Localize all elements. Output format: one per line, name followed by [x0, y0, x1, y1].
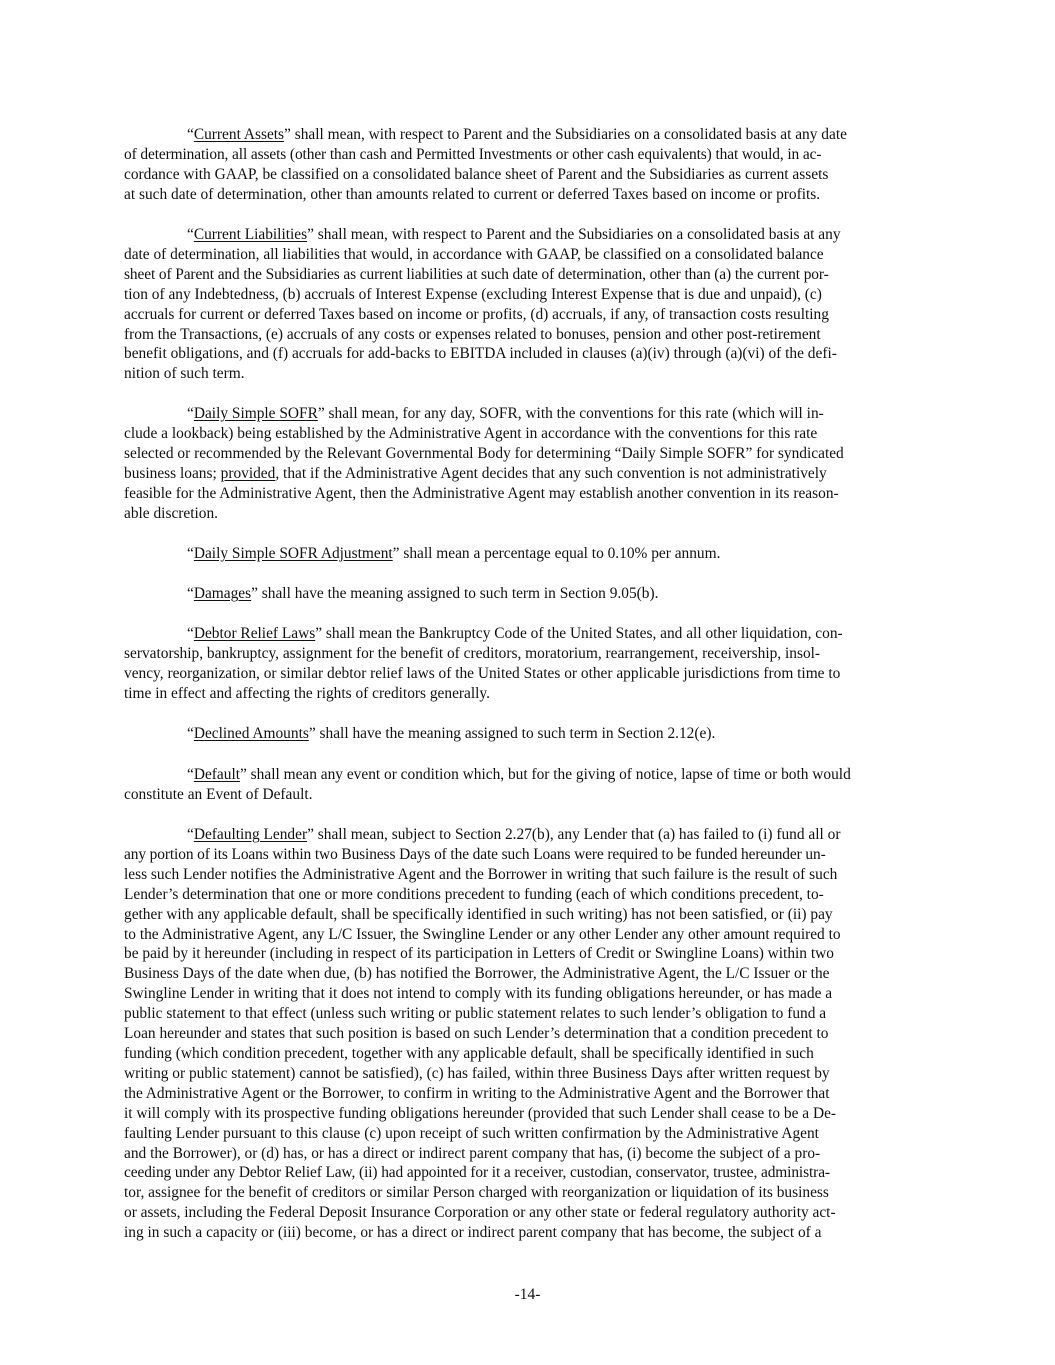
definition-declined-amounts: [124, 724, 936, 744]
definition-daily-simple-sofr-adjustment: [124, 544, 936, 564]
definition-first-line: [124, 584, 936, 604]
definition-line: constitute an Event of Default.: [124, 785, 313, 803]
definition-line: benefit obligations, and (f) accruals for add-backs to EBITDA included in clauses (a)(iv) through (a)(vi) of the defi-: [124, 345, 837, 363]
definition-line: sheet of Parent and the Subsidiaries as current liabilities at such date of determination, other than (a) the current por-: [124, 265, 829, 283]
definition-line: time in effect and affecting the rights of creditors generally.: [124, 684, 490, 702]
definition-line: the Administrative Agent or the Borrower, to confirm in writing to the Administrative Agent and the Borrower that: [124, 1084, 830, 1102]
definition-first-line: [124, 125, 936, 145]
definition-text: business loans;: [124, 464, 221, 482]
definition-first-line: [124, 225, 936, 245]
definition-line: and the Borrower), or (d) has, or has a direct or indirect parent company that has, (i) become the subject of a pro-: [124, 1144, 821, 1162]
definition-line: funding (which condition precedent, together with any applicable default, shall be specifically identified in such: [124, 1044, 814, 1062]
definition-first-line: [124, 624, 936, 644]
definition-text: ” shall have the meaning assigned to such term in Section 2.12(e).: [308, 725, 716, 742]
definition-damages: [124, 584, 936, 604]
definition-line: at such date of determination, other than amounts related to current or deferred Taxes based on income or profits.: [124, 185, 821, 203]
definition-debtor-relief-laws: [124, 624, 936, 704]
page-number: -14-: [514, 1286, 541, 1303]
definition-line: servatorship, bankruptcy, assignment for the benefit of creditors, moratorium, rearrangement, receivership, insol-: [124, 644, 821, 662]
definition-text: ” shall mean, with respect to Parent and the Subsidiaries on a consolidated basis at any: [307, 226, 841, 243]
open-quote: “: [187, 126, 194, 143]
definition-line: Swingline Lender in writing that it does not intend to comply with its funding obligations hereunder, or has made a: [124, 985, 833, 1003]
definition-text: ” shall mean a percentage equal to 0.10% per annum.: [392, 545, 721, 562]
open-quote: “: [187, 766, 194, 783]
defined-term: Current Liabilities: [193, 226, 308, 243]
defined-term: Defaulting Lender: [193, 826, 308, 843]
open-quote: “: [187, 625, 194, 642]
definition-current-assets: [124, 125, 936, 205]
definition-current-liabilities: [124, 225, 936, 384]
definition-text: ” shall mean any event or condition which, but for the giving of notice, lapse of time or both would: [240, 766, 851, 783]
definition-line: able discretion.: [124, 504, 219, 522]
definition-line: of determination, all assets (other than cash and Permitted Investments or other cash equivalents) that would, in ac-: [124, 145, 822, 163]
defined-term: Daily Simple SOFR: [193, 405, 318, 422]
definition-line: nition of such term.: [124, 365, 245, 383]
definition-line: writing or public statement) cannot be satisfied), (c) has failed, within three Business Days after written request by: [124, 1064, 830, 1082]
definition-line: Lender’s determination that one or more conditions precedent to funding (each of which conditions precedent, to-: [124, 885, 824, 903]
definition-first-line: [124, 765, 936, 785]
definition-line: accruals for current or deferred Taxes based on income or profits, (d) accruals, if any, of transaction costs resulting: [124, 305, 829, 323]
definition-line: tion of any Indebtedness, (b) accruals of Interest Expense (excluding Interest Expense that is due and unpaid), (c): [124, 285, 822, 303]
definition-line: less such Lender notifies the Administrative Agent and the Borrower in writing that such failure is the result of such: [124, 865, 838, 883]
definition-text: ” shall mean the Bankruptcy Code of the United States, and all other liquidation, con-: [315, 625, 843, 642]
definition-line: gether with any applicable default, shall be specifically identified in such writing) has not been satisfied, or (ii) pay: [124, 905, 833, 923]
definition-line: Business Days of the date when due, (b) has notified the Borrower, the Administrative Agent, the L/C Issuer or the: [124, 965, 830, 983]
definition-line: ceeding under any Debtor Relief Law, (ii) had appointed for it a receiver, custodian, conservator, trustee, administra-: [124, 1164, 830, 1182]
defined-term: Default: [193, 766, 240, 783]
open-quote: “: [187, 226, 194, 243]
defined-term: Debtor Relief Laws: [193, 625, 316, 642]
definition-line: [124, 464, 936, 484]
open-quote: “: [187, 405, 194, 422]
definition-line: selected or recommended by the Relevant Governmental Body for determining “Daily Simple SOFR” for syndicated: [124, 444, 844, 462]
definition-line: vency, reorganization, or similar debtor relief laws of the United States or other applicable jurisdictions from time to: [124, 664, 841, 682]
definition-line: from the Transactions, (e) accruals of any costs or expenses related to bonuses, pension and other post-retirement: [124, 325, 821, 343]
definition-line: Loan hereunder and states that such position is based on such Lender’s determination that a condition precedent to: [124, 1025, 829, 1043]
definition-first-line: [124, 544, 936, 564]
definition-line: feasible for the Administrative Agent, then the Administrative Agent may establish another convention in its reason-: [124, 484, 839, 502]
definition-text: , that if the Administrative Agent decides that any such convention is not administratively: [275, 464, 827, 482]
open-quote: “: [187, 585, 194, 602]
definition-daily-simple-sofr: [124, 404, 936, 523]
definition-first-line: [124, 825, 936, 845]
definition-line: ing in such a capacity or (iii) become, or has a direct or indirect parent company that has become, the subject of a: [124, 1224, 822, 1242]
defined-term: Current Assets: [193, 126, 285, 143]
definition-line: tor, assignee for the benefit of creditors or similar Person charged with reorganization or liquidation of its business: [124, 1184, 829, 1202]
open-quote: “: [187, 545, 194, 562]
defined-term: Declined Amounts: [193, 725, 309, 742]
definition-line: or assets, including the Federal Deposit Insurance Corporation or any other state or federal regulatory authority act-: [124, 1204, 836, 1222]
definition-line: cordance with GAAP, be classified on a consolidated balance sheet of Parent and the Subsidiaries as current assets: [124, 165, 829, 183]
definition-line: date of determination, all liabilities that would, in accordance with GAAP, be classified on a consolidated balance: [124, 245, 824, 263]
definition-text: ” shall mean, with respect to Parent and the Subsidiaries on a consolidated basis at any date: [284, 126, 847, 143]
definition-first-line: [124, 724, 936, 744]
defined-term: Daily Simple SOFR Adjustment: [193, 545, 393, 562]
definition-line: it will comply with its prospective funding obligations hereunder (provided that such Lender shall cease to be a De-: [124, 1104, 837, 1122]
definition-defaulting-lender: [124, 825, 936, 1243]
provided-keyword: provided: [220, 464, 276, 482]
open-quote: “: [187, 725, 194, 742]
definition-line: be paid by it hereunder (including in respect of its participation in Letters of Credit or Swingline Loans) within two: [124, 945, 834, 963]
definition-text: ” shall mean, for any day, SOFR, with the conventions for this rate (which will in-: [317, 405, 824, 422]
definition-line: faulting Lender pursuant to this clause (c) upon receipt of such written confirmation by the Administrative Agent: [124, 1124, 819, 1142]
definition-first-line: [124, 404, 936, 424]
definition-line: any portion of its Loans within two Business Days of the date such Loans were required to be funded hereunder un-: [124, 845, 826, 863]
defined-term: Damages: [193, 585, 252, 602]
definition-default: [124, 765, 936, 805]
definition-line: public statement to that effect (unless such writing or public statement relates to such lender’s obligation to fund a: [124, 1005, 827, 1023]
definition-text: ” shall mean, subject to Section 2.27(b), any Lender that (a) has failed to (i) fund all or: [307, 826, 841, 843]
definition-line: to the Administrative Agent, any L/C Issuer, the Swingline Lender or any other Lender any other amount required to: [124, 925, 841, 943]
open-quote: “: [187, 826, 194, 843]
definition-line: clude a lookback) being established by the Administrative Agent in accordance with the conventions for this rate: [124, 424, 818, 442]
definition-text: ” shall have the meaning assigned to such term in Section 9.05(b).: [251, 585, 659, 602]
